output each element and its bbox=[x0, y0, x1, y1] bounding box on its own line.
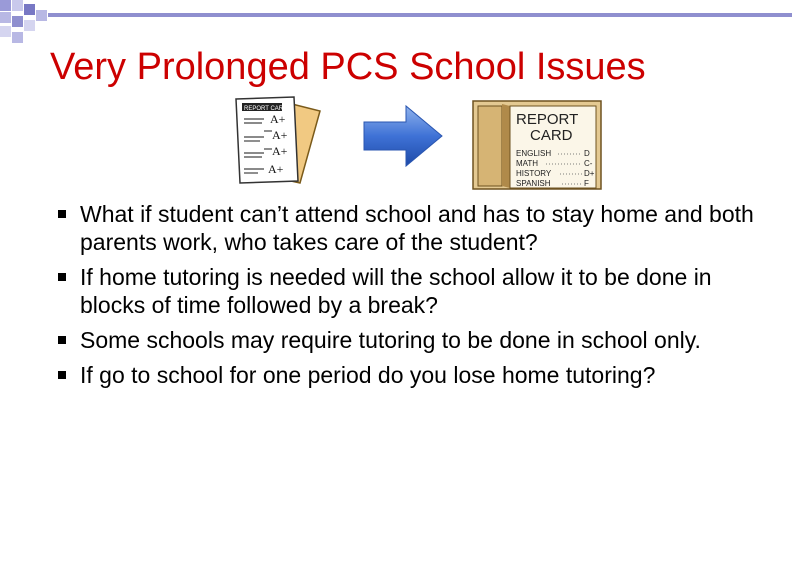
good-card-heading: REPORT CARD bbox=[244, 106, 288, 112]
bad-card-grade: D bbox=[584, 149, 590, 158]
bad-card-subject: ENGLISH bbox=[516, 149, 552, 158]
slide-title: Very Prolonged PCS School Issues bbox=[50, 46, 646, 88]
bullet-text: Some schools may require tutoring to be done in school only. bbox=[80, 327, 701, 353]
list-item bbox=[58, 263, 758, 319]
bad-card-heading: REPORT bbox=[516, 111, 579, 128]
bad-card-subject: SPANISH bbox=[516, 179, 551, 188]
title-rule bbox=[48, 13, 792, 17]
good-card-grade: A+ bbox=[268, 162, 284, 176]
good-card-grade: A+ bbox=[272, 128, 288, 142]
report-card-good-icon bbox=[228, 95, 326, 187]
bad-card-subject: MATH bbox=[516, 159, 539, 168]
bad-card-grade: F bbox=[584, 179, 589, 188]
bullet-text: What if student can’t attend school and has to stay home and both parents work, who takes care of the student? bbox=[80, 201, 754, 255]
bullet-square-icon bbox=[58, 210, 66, 218]
good-card-grade: A+ bbox=[272, 144, 288, 158]
bad-card-subject: HISTORY bbox=[516, 169, 552, 178]
bad-card-grade: C- bbox=[584, 159, 593, 168]
bad-card-heading: CARD bbox=[530, 127, 573, 144]
list-item bbox=[58, 200, 758, 256]
list-item bbox=[58, 326, 758, 354]
bullet-list bbox=[58, 200, 758, 396]
report-card-bad-icon bbox=[472, 100, 604, 190]
good-card-grade: A+ bbox=[270, 112, 286, 126]
list-item bbox=[58, 361, 758, 389]
right-arrow-icon bbox=[362, 102, 444, 170]
bullet-square-icon bbox=[58, 336, 66, 344]
bullet-text: If go to school for one period do you lose home tutoring? bbox=[80, 362, 656, 388]
bullet-text: If home tutoring is needed will the school allow it to be done in blocks of time followed by a break? bbox=[80, 264, 712, 318]
bad-card-grade: D+ bbox=[584, 169, 595, 178]
bullet-square-icon bbox=[58, 273, 66, 281]
bullet-square-icon bbox=[58, 371, 66, 379]
